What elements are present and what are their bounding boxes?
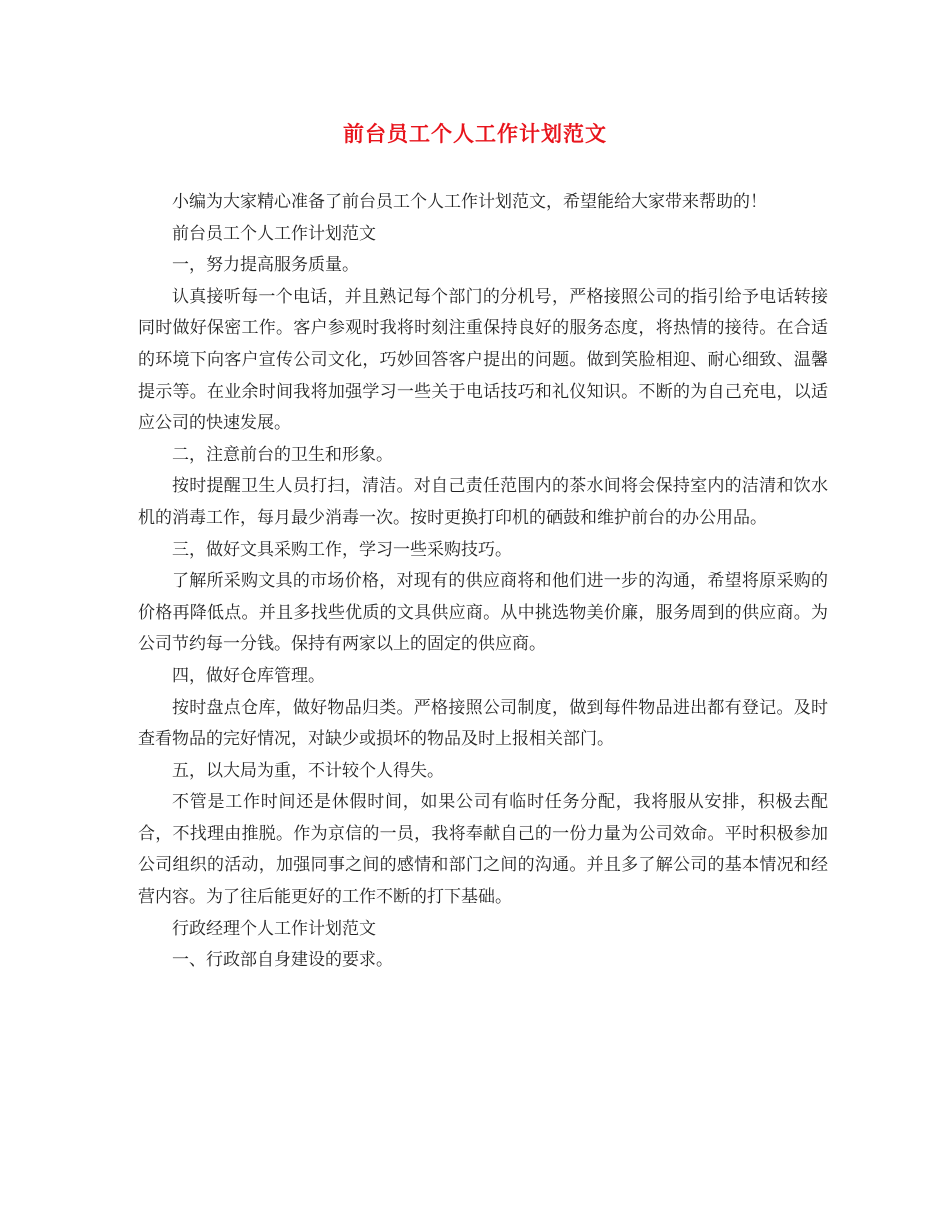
paragraph-section-1-body: 认真接听每一个电话，并且熟记每个部门的分机号，严格接照公司的指引给予电话转接同时做好保密工作。客户参观时我将时刻注重保持良好的服务态度，将热情的接待。在合适的环境下向客户宣传公司文化，巧妙回答客户提出的问题。做到笑脸相迎、耐心细致、温馨提示等。在业余时间我将加强学习一些关于电话技巧和礼仪知识。不断的为自己充电，以适应公司的快速发展。 [138,286,828,434]
paragraph-section-4-heading: 四，做好仓库管理。 [172,665,325,686]
paragraph-heading-admin-manager: 行政经理个人工作计划范文 [172,918,376,939]
paragraph-section-5-heading: 五，以大局为重，不计较个人得失。 [172,760,444,781]
paragraph-section-2-body: 按时提醒卫生人员打扫，清洁。对自己责任范围内的茶水间将会保持室内的洁清和饮水机的消毒工作，每月最少消毒一次。按时更换打印机的硒鼓和维护前台的办公用品。 [138,476,828,528]
paragraph-heading-front-desk: 前台员工个人工作计划范文 [172,223,376,244]
paragraph-admin-section-1-heading: 一、行政部自身建设的要求。 [172,950,393,971]
paragraph-section-3-heading: 三，做好文具采购工作，学习一些采购技巧。 [172,539,512,560]
document-title: 前台员工个人工作计划范文 [343,121,607,146]
document-body [138,187,828,977]
paragraph-section-2-heading: 二，注意前台的卫生和形象。 [172,444,393,465]
paragraph-section-1-heading: 一，努力提高服务质量。 [172,255,359,276]
paragraph-section-3-body: 了解所采购文具的市场价格，对现有的供应商将和他们进一步的沟通，希望将原采购的价格再降低点。并且多找些优质的文具供应商。从中挑选物美价廉，服务周到的供应商。为公司节约每一分钱。保持有两家以上的固定的供应商。 [138,571,828,655]
paragraph-intro: 小编为大家精心准备了前台员工个人工作计划范文，希望能给大家带来帮助的！ [172,192,767,212]
paragraph-section-5-body: 不管是工作时间还是休假时间，如果公司有临时任务分配，我将服从安排，积极去配合，不找理由推脱。作为京信的一员，我将奉献自己的一份力量为公司效命。平时积极参加公司组织的活动，加强同事之间的感情和部门之间的沟通。并且多了解公司的基本情况和经营内容。为了往后能更好的工作不断的打下基础。 [138,792,828,908]
paragraph-section-4-body: 按时盘点仓库，做好物品归类。严格接照公司制度，做到每件物品进出都有登记。及时查看物品的完好情况，对缺少或损坏的物品及时上报相关部门。 [138,697,828,750]
